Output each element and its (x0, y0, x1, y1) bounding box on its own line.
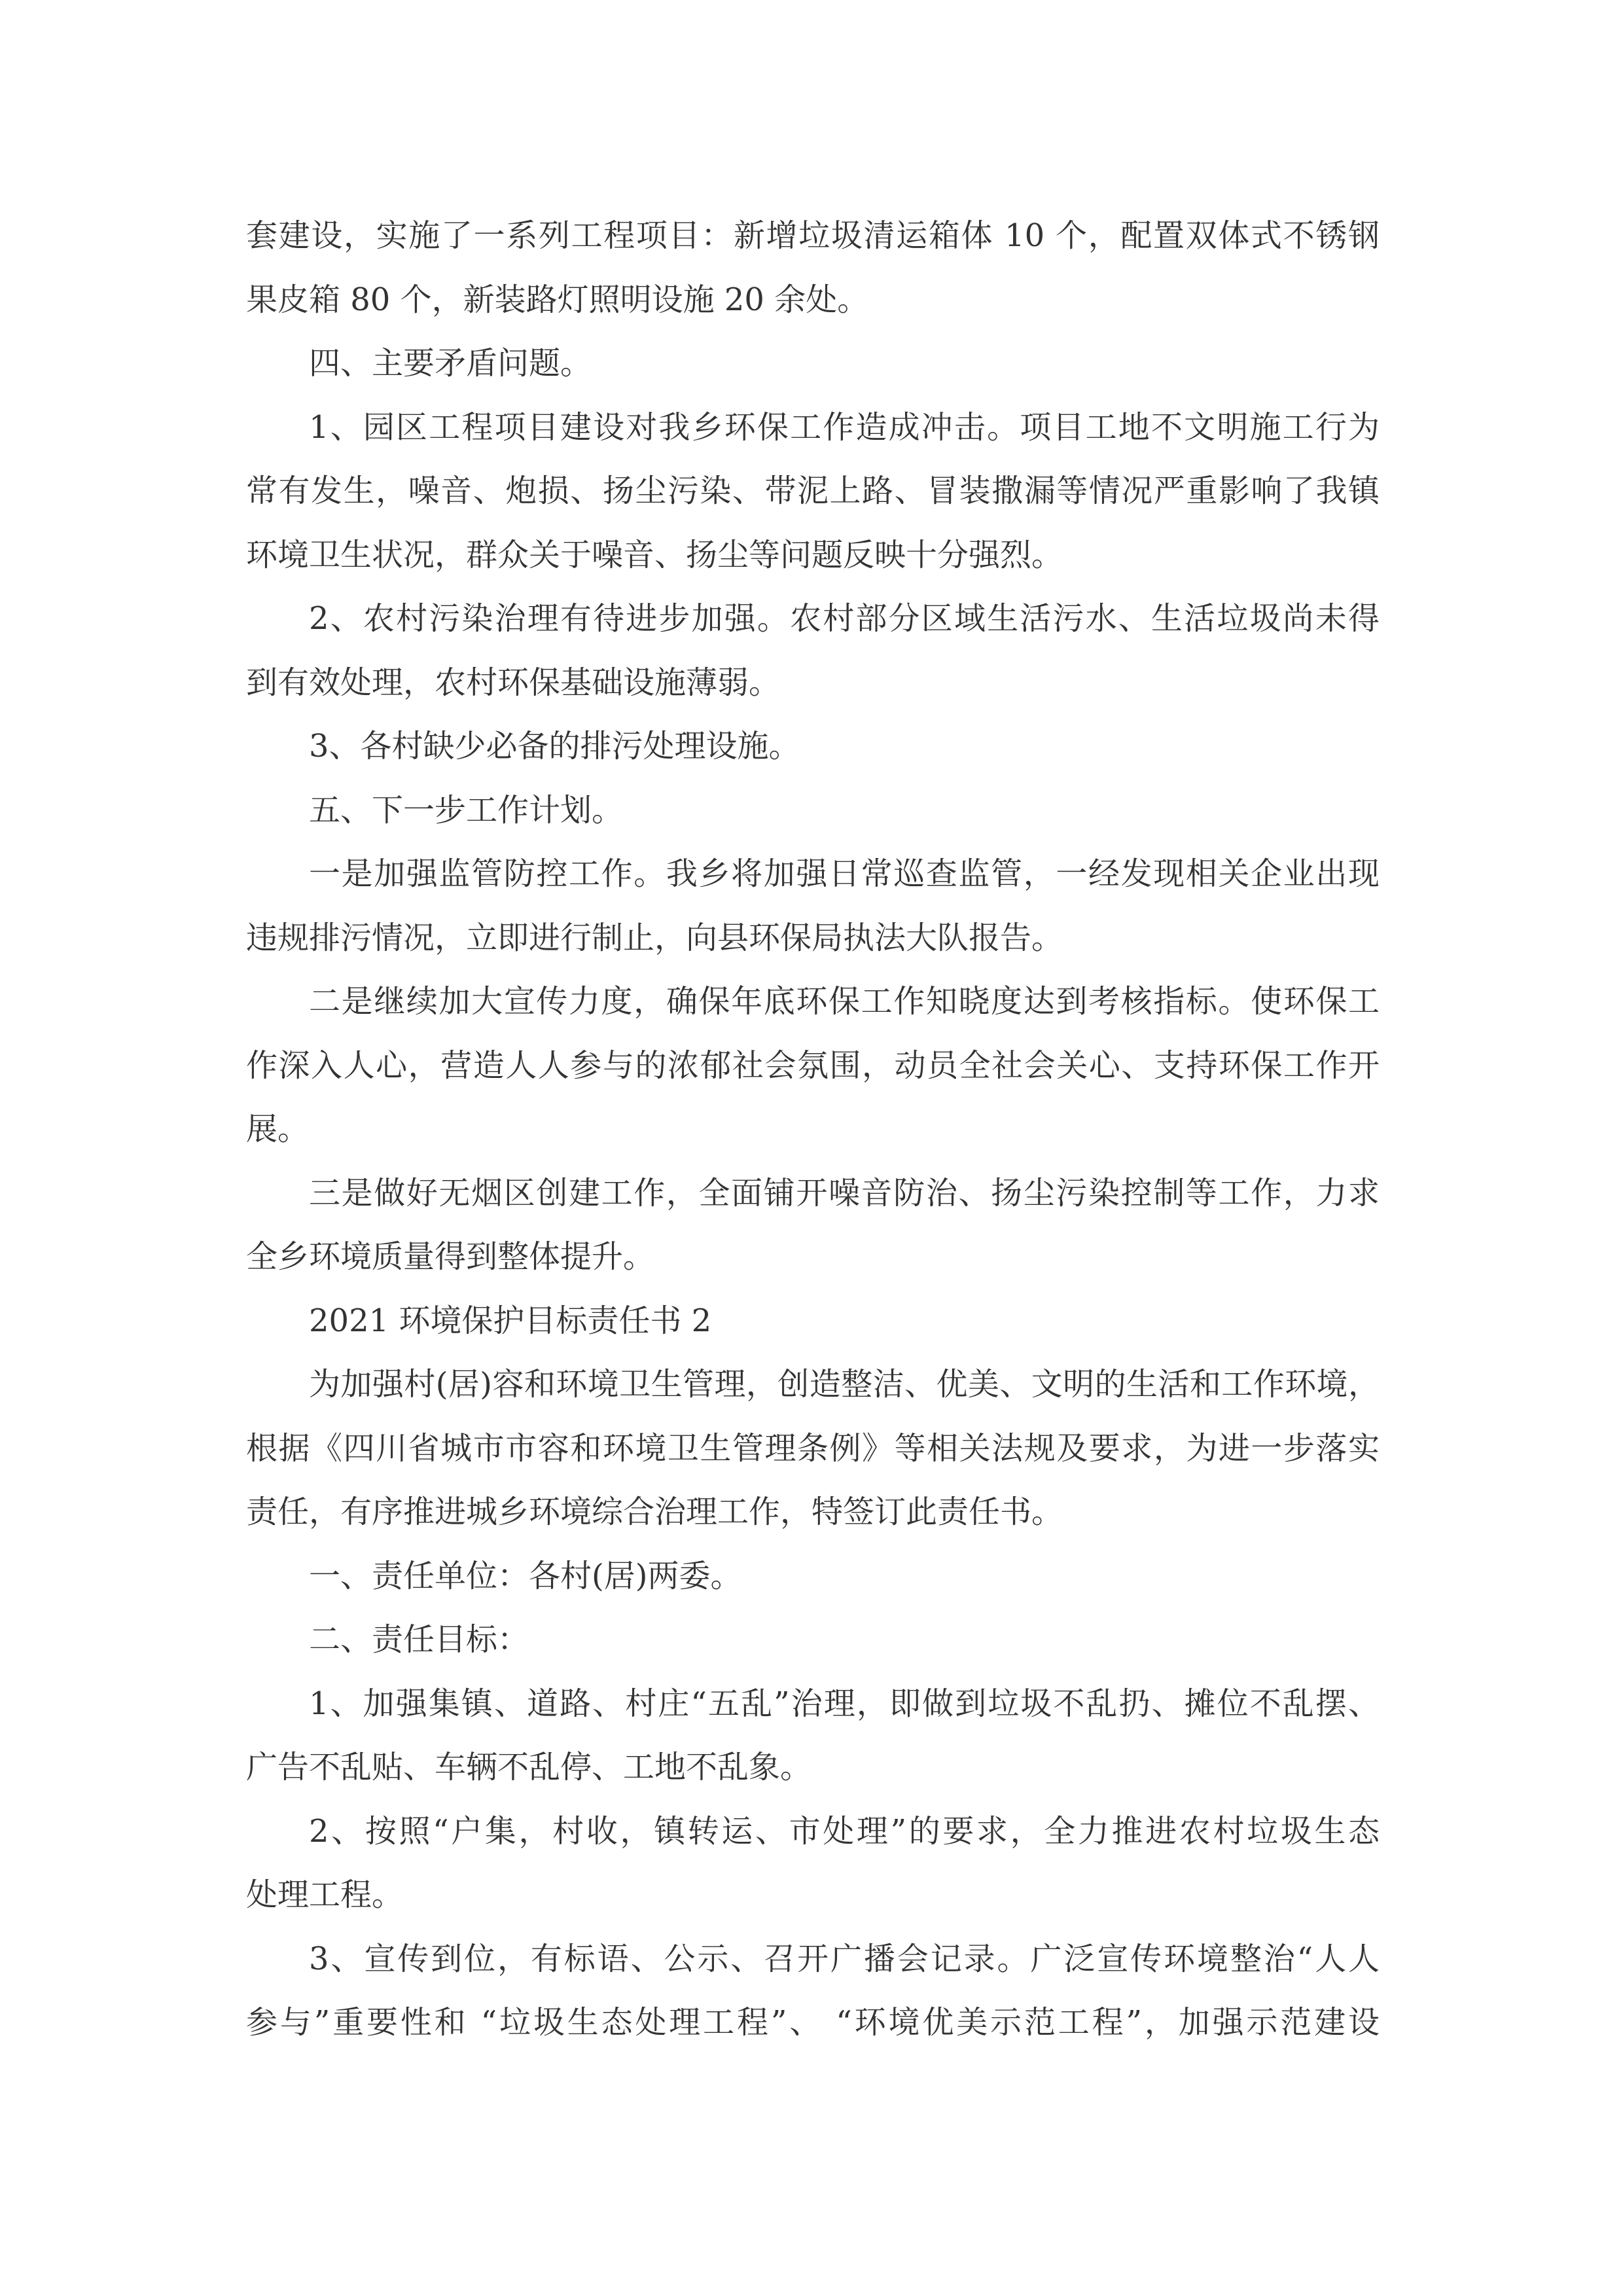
text-line: 三是做好无烟区创建工作，全面铺开噪音防治、扬尘污染控制等工作，力求 (309, 1174, 1380, 1211)
text-line: 2、按照“户集，村收，镇转运、市处理”的要求，全力推进农村垃圾生态 (309, 1812, 1380, 1850)
text-line: 2、农村污染治理有待进步加强。农村部分区域生活污水、生活垃圾尚未得 (309, 600, 1380, 637)
text-line: 广告不乱贴、车辆不乱停、工地不乱象。 (246, 1749, 812, 1785)
text-line: 3、宣传到位，有标语、公示、召开广播会记录。广泛宣传环境整治“人人 (309, 1940, 1380, 1977)
text-line: 根据《四川省城市市容和环境卫生管理条例》等相关法规及要求，为进一步落实 (246, 1429, 1380, 1467)
text-line: 3、各村缺少必备的排污处理设施。 (309, 728, 800, 764)
text-line: 果皮箱 80 个，新装路灯照明设施 20 余处。 (246, 281, 869, 318)
text-line: 违规排污情况，立即进行制止，向县环保局执法大队报告。 (246, 919, 1063, 956)
text-line: 套建设，实施了一系列工程项目：新增垃圾清运箱体 10 个，配置双体式不锈钢 (246, 217, 1380, 254)
text-line: 一是加强监管防控工作。我乡将加强日常巡查监管，一经发现相关企业出现 (309, 855, 1380, 892)
text-line: 作深入人心，营造人人参与的浓郁社会氛围，动员全社会关心、支持环保工作开 (246, 1047, 1380, 1084)
section-heading: 四、主要矛盾问题。 (309, 345, 592, 382)
text-line: 常有发生，噪音、炮损、扬尘污染、带泥上路、冒装撒漏等情况严重影响了我镇 (246, 473, 1380, 509)
text-line: 参与”重要性和 “垃圾生态处理工程”、 “环境优美示范工程”，加强示范建设 (246, 2004, 1380, 2041)
text-line: 展。 (246, 1111, 310, 1147)
section-heading: 五、下一步工作计划。 (309, 791, 624, 829)
text-line: 全乡环境质量得到整体提升。 (246, 1238, 655, 1275)
text-line: 到有效处理，农村环保基础设施薄弱。 (246, 664, 781, 701)
section-heading: 二、责任目标： (309, 1621, 529, 1658)
text-line: 环境卫生状况，群众关于噪音、扬尘等问题反映十分强烈。 (246, 536, 1063, 573)
text-line: 为加强村(居)容和环境卫生管理，创造整洁、优美、文明的生活和工作环境， (309, 1366, 1380, 1403)
text-line: 处理工程。 (246, 1876, 404, 1913)
text-line: 1、园区工程项目建设对我乡环保工作造成冲击。项目工地不文明施工行为 (309, 408, 1380, 446)
text-line: 二是继续加大宣传力度，确保年底环保工作知晓度达到考核指标。使环保工 (309, 983, 1380, 1020)
section-heading: 一、责任单位：各村(居)两委。 (309, 1557, 742, 1594)
document-body (246, 204, 1380, 2055)
text-line: 责任，有序推进城乡环境综合治理工作，特签订此责任书。 (246, 1494, 1063, 1530)
document-title: 2021 环境保护目标责任书 2 (309, 1302, 712, 1339)
text-line: 1、加强集镇、道路、村庄“五乱”治理，即做到垃圾不乱扔、摊位不乱摆、 (309, 1685, 1380, 1722)
